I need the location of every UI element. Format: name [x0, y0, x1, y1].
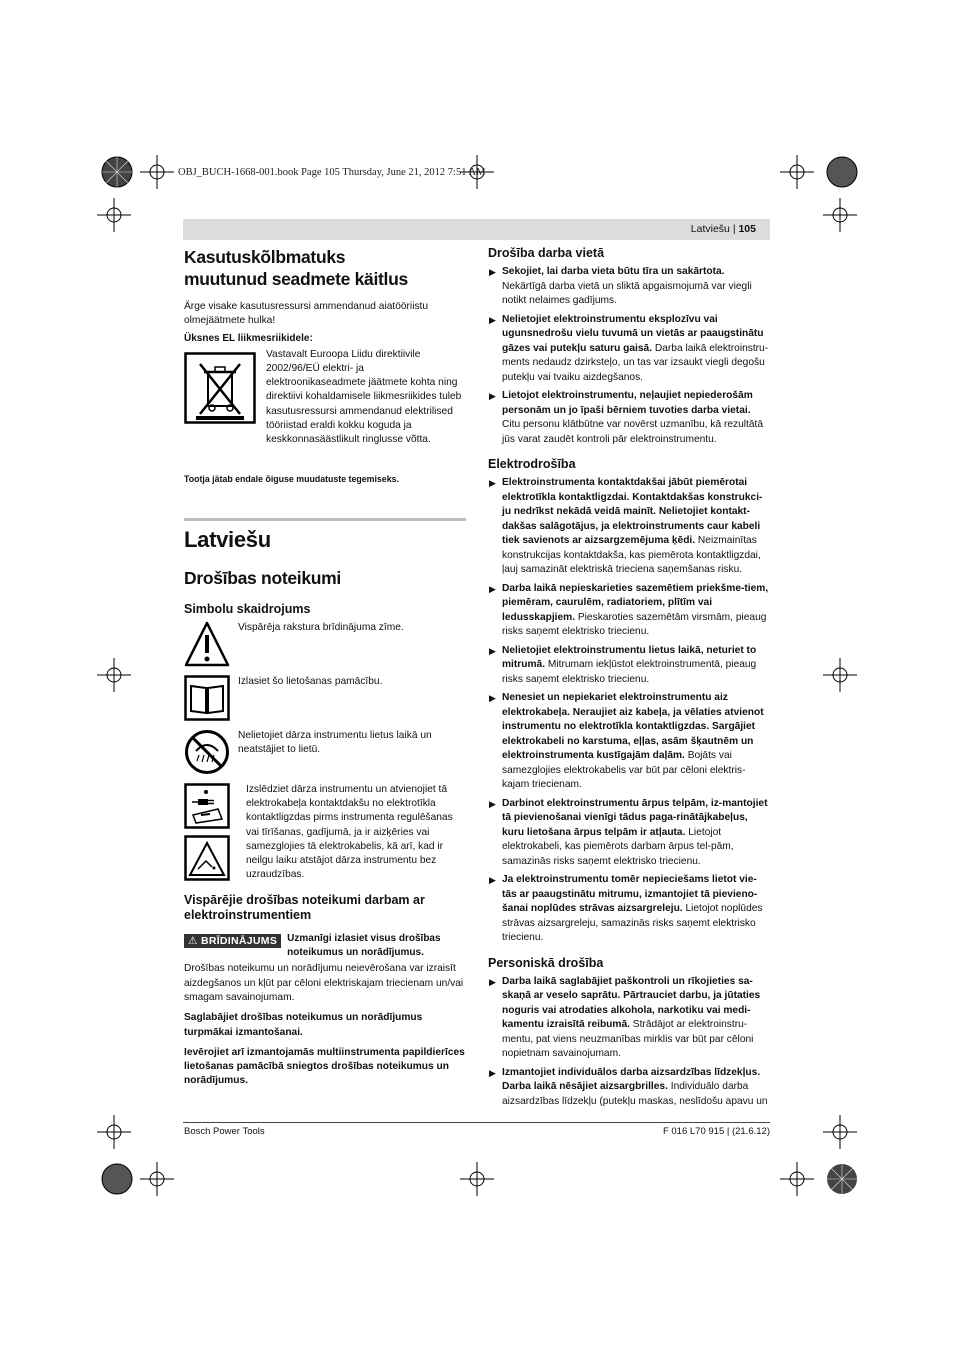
footer-doc-number: F 016 L70 915 | (21.6.12): [662, 1126, 770, 1137]
keep-instructions-text: Saglabājiet drošības noteikumus un norādījumus turpmākai izmantošanai.: [184, 1012, 423, 1038]
electric-list: [488, 476, 770, 946]
page-number: 105: [738, 223, 756, 235]
crosshair-bottom-right: [780, 1162, 814, 1196]
eu-text: Vastavalt Euroopa Liidu direktiivile 2002/96/EÜ elektri- ja elektroonikaseadmete jäätmete kohta ning direktiivi kohaldamisele liikmesriikides tuleb kasutusressursi ammendanud elektrilised tööriistad eraldi kokku koguda ja keskkonnasäästlikult ringlusse võtta.: [266, 348, 462, 446]
warning-triangle-icon: [184, 621, 230, 667]
disconnect-cable-icon: [184, 835, 230, 881]
symbol-row-no-rain: [184, 729, 466, 775]
crosshair-left-bottom: [97, 1115, 131, 1149]
crosshair-right-top: [823, 198, 857, 232]
header-language: Latviešu: [690, 223, 730, 235]
symbols-heading: Simbolu skaidrojums: [184, 601, 311, 616]
section-divider: [184, 518, 466, 521]
crosshair-right-bottom: [823, 1115, 857, 1149]
warning-badge: ⚠ BRĪDINĀJUMS: [184, 934, 281, 948]
personal-list: [488, 975, 770, 1110]
list-item: ▶ Nenesiet un nepiekariet elektroinstrumentu aiz elektrokabeļa. Neraujiet aiz kabeļa, ja vēlaties atvienot instrumentu no elektrotīkla kontaktligzdas. Sargājiet elektrokabeli no karstuma, eļļas, asām šķautnēm un elektroinstrumenta kustīgajām daļām. Bojāts vai samezglojies elektrokabelis var būt par cēloni elektris-kajam triecienam.: [489, 692, 764, 790]
registration-mark-top-right: [825, 155, 859, 189]
footer-rule: [183, 1122, 770, 1123]
registration-mark-top-left: [100, 155, 134, 189]
list-item: ▶ Izmantojiet individuālos darba aizsardzības līdzekļus. Darba laikā nēsājiet aizsargbrilles. Individuālo darba aizsardzības līdzekļu (putekļu maskas, neslīdošu apavu un: [489, 1066, 768, 1107]
symbol-text-manual: Izlasiet šo lietošanas pamācību.: [238, 675, 383, 687]
symbol-row-warning: [184, 621, 466, 667]
safety-heading: Drošības noteikumi: [184, 567, 341, 588]
unplug-icons: [184, 783, 238, 881]
crosshair-bottom-left: [140, 1162, 174, 1196]
manual-book-icon: [184, 675, 230, 721]
personal-heading: Personiskā drošība: [488, 955, 604, 970]
book-info-line: OBJ_BUCH-1668-001.book Page 105 Thursday, June 21, 2012 7:51 AM: [178, 167, 486, 178]
language-heading: Latviešu: [184, 526, 271, 552]
eu-label: Üksnes EL liikmesriikidele:: [184, 332, 313, 344]
disposal-heading: Kasutuskõlbmatuks muutunud seadmete käitlus: [184, 247, 408, 289]
list-item: ▶ Sekojiet, lai darba vieta būtu tīra un sakārtota. Nekārtīgā darba vietā un sliktā apgaismojumā var viegli notikt nelaimes gadījums.: [489, 266, 752, 306]
list-item: ▶ Darba laikā nepieskarieties sazemētiem priekšme-tiem, piemēram, caurulēm, radiatoriem, plītīm vai ledusskapjiem. Pieskaroties sazemētām virsmām, pieaug risks saņemt elektrisko triecienu.: [489, 582, 769, 637]
header-separator: |: [732, 223, 736, 235]
registration-mark-bottom-left: [100, 1162, 134, 1196]
page-header: [691, 223, 756, 235]
general-safety-heading: Vispārējie drošības noteikumi darbam ar elektroinstrumentiem: [184, 892, 425, 922]
list-item: ▶ Ja elektroinstrumentu tomēr nepieciešams lietot vie-tās ar paaugstinātu mitrumu, izmantojiet tā pievieno-šanai noplūdes strāvas aizsargreleju. Lietojot noplūdes strāvas aizsargreleju, samazinās risks saņemt elektrisko triecienu.: [489, 874, 763, 943]
left-column: [184, 246, 466, 1089]
crosshair-left-top: [97, 198, 131, 232]
crosshair-top-left: [140, 155, 174, 189]
crosshair-right-middle: [823, 658, 857, 692]
workplace-heading: Drošība darba vietā: [488, 246, 605, 260]
disposal-text: Ärge visake kasutusressursi ammendanud aiatööriistu olmejäätmete hulka!: [184, 301, 429, 327]
symbol-row-manual: [184, 675, 466, 721]
list-item: ▶ Nelietojiet elektroinstrumentu eksplozīvu vai ugunsnedrošu vielu tuvumā un vietās ar paaugstinātu gāzes vai putekļu saturu gaisā. Darba laikā elektroinstru-ments nedaudz dzirksteļo, un tas var izsaukt viegli degošu putekļu vai tvaiku aizdegšanos.: [489, 313, 769, 383]
symbol-text-no-rain: Nelietojiet dārza instrumentu lietus laikā un neatstājiet to lietū.: [238, 729, 432, 755]
no-rain-icon: [184, 729, 230, 775]
list-item: ▶ Nelietojiet elektroinstrumentu lietus laikā, neturiet to mitrumā. Mitrumam iekļūstot elektroinstrumentā, pieaug risks saņemt elektrisko triecienu.: [489, 644, 757, 685]
symbol-row-unplug: [184, 783, 466, 883]
registration-mark-bottom-right: [825, 1162, 859, 1196]
right-column: [488, 246, 770, 1113]
eu-block: [184, 348, 466, 448]
symbol-text-warning: Vispārēja rakstura brīdinājuma zīme.: [238, 621, 404, 633]
list-item: ▶ Darba laikā saglabājiet paškontroli un rīkojieties sa-skaņā ar veselo saprātu. Pārtrauciet darbu, ja jūtaties noguris vai atrodaties alkohola, narkotiku vai medi-kamentu izraisītā reibumā. Strādājot ar elektroinstru-mentu, pat viens neuzmanības mirklis var būt par cēloni nopietnam savainojumam.: [489, 975, 761, 1059]
list-item: ▶ Darbinot elektroinstrumentu ārpus telpām, iz-mantojiet tā pievienošanai vienīgi tādus paga-rinātājkabeļus, kuru lietošana ārpus telpām ir atļauta. Lietojot elektrokabeli, kas piemērots darbam ārpus tel-pām, samazinās risks saņemt elektrisko triecienu.: [489, 797, 768, 867]
warning-text: Uzmanīgi izlasiet visus drošības noteikumus un norādījumus.: [287, 932, 441, 959]
crosshair-top-right: [780, 155, 814, 189]
crosshair-left-middle: [97, 658, 131, 692]
unplug-icon: [184, 783, 230, 829]
page-header-bar: [183, 219, 770, 240]
warning-badge-label: BRĪDINĀJUMS: [200, 934, 278, 947]
list-item: ▶ Lietojot elektroinstrumentu, neļaujiet nepiederošām personām un jo īpaši bērniem tuvoties darba vietai. Citu personu klātbūtne var novērst uzmanību, kā rezultātā jūs varat zaudēt kontroli pār elektroinstrumentu.: [489, 390, 764, 445]
symbol-text-unplug: Izslēdziet dārza instrumentu un atvienojiet tā elektrokabeļa kontaktdakšu no elektrotīkla kontaktligzdas pirms instrumenta regulēšanas vai tīrīšanas, gadījumā, ja ir aizķēries vai samezglojies tā elektrokabelis, kā arī, kad ir neilgu laiku atstājot dārza instrumentu bez uzraudzības.: [246, 783, 453, 881]
warning-body: Drošības noteikumu un norādījumu neievērošana var izraisīt aizdegšanos un kļūt par cēloni elektriskajam triecienam un/vai smagam savainojumam.: [184, 963, 464, 1003]
workplace-list: [488, 265, 770, 447]
crossed-bin-icon: [184, 352, 256, 424]
footer-brand: Bosch Power Tools: [184, 1126, 265, 1137]
electric-heading: Elektrodrošība: [488, 457, 576, 471]
rights-note: Tootja jätab endale õiguse muudatuste tegemiseks.: [184, 473, 399, 484]
observe-instructions-text: Ievērojiet arī izmantojamās multiinstrumenta papildierīces lietošanas pamācībā sniegtos drošības noteikumus un norādījumus.: [184, 1046, 465, 1087]
list-item: ▶ Elektroinstrumenta kontaktdakšai jābūt piemērotai elektrotīkla kontaktligzdai. Kontaktdakšas konstrukci-ju nedrīkst nekādā veidā mainīt. Nelietojiet kontakt-dakšas salāgotājus, ja elektroinstruments caur kabeli tiek savienots ar aizsargzemējuma ķēdi. Neizmainītas konstrukcijas kontaktdakša, kas piemērota kontaktligzdai, ļauj samazināt elektriskā trieciena saņemšanas risku.: [489, 477, 763, 575]
crosshair-bottom-center: [460, 1162, 494, 1196]
warning-block: [184, 932, 466, 961]
